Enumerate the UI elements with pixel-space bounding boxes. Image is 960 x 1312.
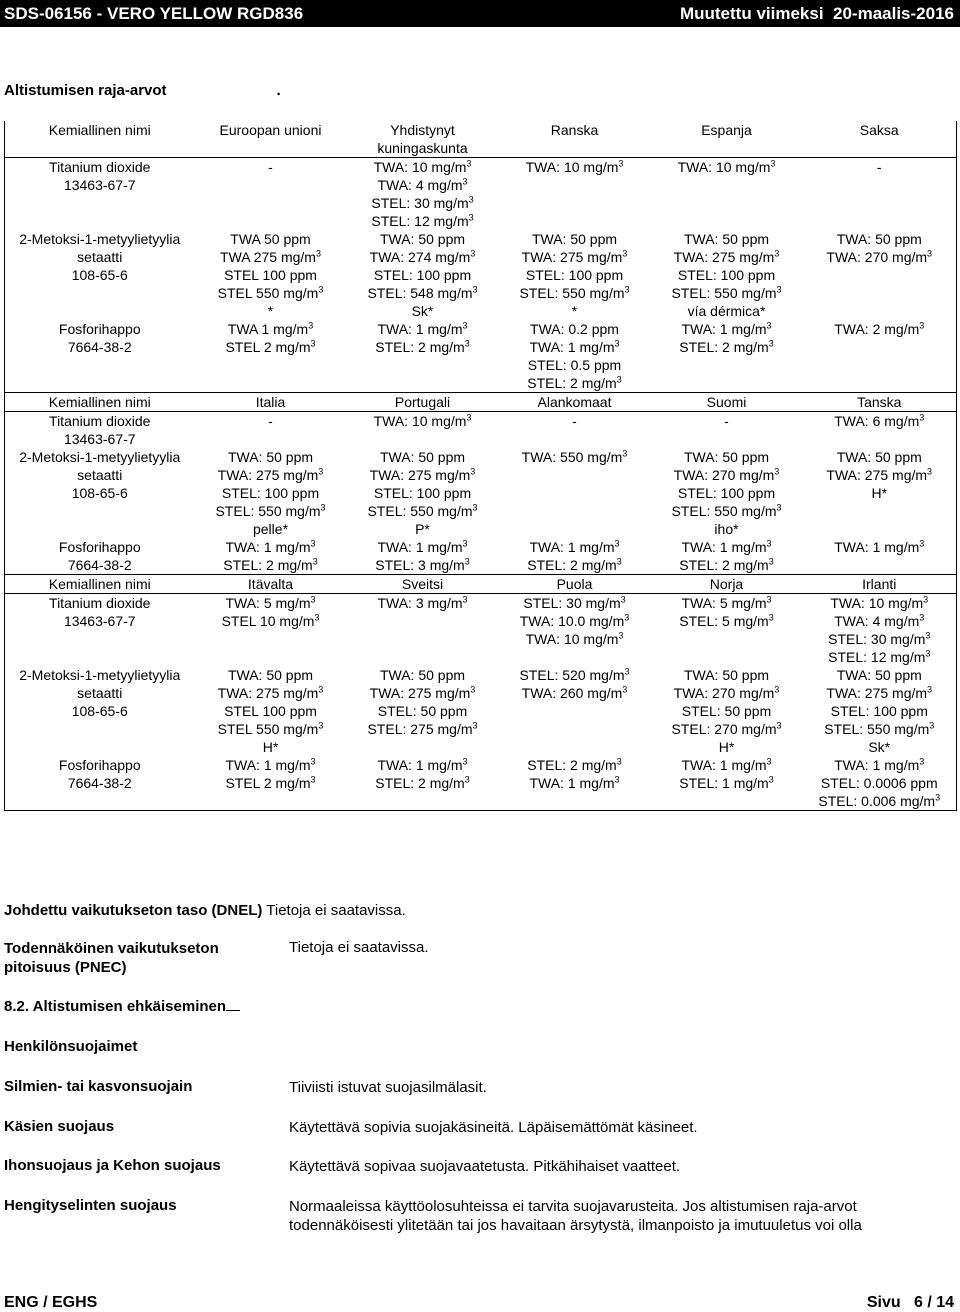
column-header-country: Euroopan unioni [195,121,347,158]
cell-line: setaatti [77,467,123,483]
cell-line: P* [415,521,430,537]
column-header-country: Suomi [651,393,803,412]
cell-line: TWA: 274 $mg/m^3$ [369,248,476,265]
cell-line: 13463-67-7 [63,177,136,193]
column-header-country [347,121,499,158]
cell-line: * [267,303,274,319]
cell-line: 108-65-6 [71,703,128,719]
cell-line: TWA: 10 $mg/m^3$ [373,412,472,429]
limit-value-cell [499,158,651,231]
cell-line: TWA: 2 $mg/m^3$ [834,320,925,337]
table-row [5,756,957,811]
limit-value-cell [195,320,347,393]
table-header-row [5,575,957,594]
cell-line: STEL: 100 ppm [373,267,472,283]
dnel-row [4,902,406,919]
cell-line: STEL: 50 ppm [681,703,772,719]
limit-value-cell [651,666,803,756]
limit-value-cell [347,412,499,449]
cell-line: TWA: 50 ppm [379,449,466,465]
section-8-2-title: 8.2. Altistumisen ehkäiseminen [4,998,240,1015]
cell-line: H* [718,739,735,755]
cell-line: TWA: 1 $mg/m^3$ [681,756,772,773]
column-header-country: Sveitsi [347,575,499,594]
cell-line: TWA: 1 $mg/m^3$ [225,538,316,555]
cell-line: TWA: 275 $mg/m^3$ [521,248,628,265]
limit-value-cell [651,158,803,231]
cell-line: STEL: 50 ppm [377,703,468,719]
eye-protection-value: Tiiviisti istuvat suojasilmälasit. [289,1079,487,1096]
cell-line: STEL 2 $mg/m^3$ [225,338,316,355]
cell-line: STEL: 2 $mg/m^3$ [527,756,622,773]
cell-line: STEL 100 ppm [224,703,317,719]
limit-value-cell [347,756,499,811]
limit-value-cell [195,230,347,320]
cell-line: STEL: 100 ppm [830,703,928,719]
cell-line: 7664-38-2 [67,775,132,791]
cell-line: STEL: 100 ppm [677,267,776,283]
cell-line: - [572,413,577,429]
limit-value-cell [499,666,651,756]
cell-line: TWA: 10 $mg/m^3$ [677,158,776,175]
cell-line: TWA: 1 $mg/m^3$ [834,756,925,773]
cell-line: STEL: 30 $mg/m^3$ [828,630,931,647]
footer-format: ENG / EGHS [4,1294,98,1311]
column-header-country: Espanja [651,121,803,158]
limit-value-cell [195,538,347,575]
cell-line: STEL 550 $mg/m^3$ [217,284,324,301]
revision-label: Muutettu viimeksi [679,4,824,23]
document-footer [0,1294,960,1310]
limit-value-cell [499,230,651,320]
cell-line: STEL: 2 $mg/m^3$ [527,556,622,573]
cell-line: Titanium dioxide [49,159,151,175]
respiratory-protection-value: Normaaleissa käyttöolosuhteissa ei tarvita suojavarusteita. Jos altistumisen raja-arvot todennäköisesti ylitetään tai jos havaitaan ärsytystä, ilmanpoisto ja imutuuletus voi olla [289,1198,862,1234]
column-header-country: Alankomaat [499,393,651,412]
cell-line: pelle* [252,521,289,537]
title-underline [226,998,240,1011]
cell-line: TWA: 10 $mg/m^3$ [525,158,624,175]
chemical-name-cell [5,538,195,575]
cell-line: vía dérmica* [687,303,766,319]
document-header [0,0,960,27]
limit-value-cell [803,230,957,320]
cell-line: STEL: 1 $mg/m^3$ [679,774,774,791]
cell-line: TWA: 50 ppm [683,231,770,247]
cell-line: Titanium dioxide [49,595,151,611]
cell-line: 2-Metoksi-1-metyylietyylia [19,667,181,683]
table-row [5,320,957,393]
cell-line: TWA: 260 $mg/m^3$ [521,684,628,701]
column-header-chemical-name: Kemiallinen nimi [5,393,195,412]
cell-line: Yhdistynyt [390,122,455,138]
cell-line: TWA: 0.2 ppm [530,321,619,337]
cell-line: TWA: 5 $mg/m^3$ [681,594,772,611]
cell-line: TWA: 1 $mg/m^3$ [834,538,925,555]
cell-line: Sk* [868,739,891,755]
cell-line: TWA: 1 $mg/m^3$ [681,538,772,555]
cell-line: TWA: 270 $mg/m^3$ [673,684,780,701]
cell-line: STEL 2 $mg/m^3$ [225,774,316,791]
cell-line: 13463-67-7 [63,613,136,629]
cell-line: STEL: 100 ppm [677,485,776,501]
cell-line: STEL: 30 $mg/m^3$ [371,194,474,211]
revision-info [680,0,954,27]
cell-line: TWA: 50 ppm [227,449,314,465]
exposure-limits-title: Altistumisen raja-arvot . [4,82,281,99]
cell-line: TWA: 1 $mg/m^3$ [377,538,468,555]
cell-line: STEL: 3 $mg/m^3$ [375,556,470,573]
cell-line: setaatti [77,249,123,265]
column-header-country: Puola [499,575,651,594]
table-row [5,158,957,231]
cell-line: TWA: 275 $mg/m^3$ [826,466,933,483]
exposure-limits-table [4,121,957,811]
table-row [5,538,957,575]
pnec-label: Todennäköinen vaikutukseton pitoisuus (PNEC) [4,940,219,976]
cell-line: TWA: 275 $mg/m^3$ [217,684,324,701]
limit-value-cell [347,666,499,756]
cell-line: TWA: 550 $mg/m^3$ [521,448,628,465]
limit-value-cell [195,594,347,667]
limit-value-cell [651,448,803,538]
cell-line: TWA: 1 $mg/m^3$ [377,320,468,337]
cell-line: TWA: 10 $mg/m^3$ [525,630,624,647]
cell-line: 7664-38-2 [67,339,132,355]
page-label: Sivu [866,1294,901,1311]
cell-line: TWA: 10.0 $mg/m^3$ [519,612,630,629]
cell-line: TWA: 50 ppm [683,667,770,683]
table-header-row [5,121,957,158]
cell-line: STEL: 100 ppm [221,485,320,501]
cell-line: iho* [714,521,739,537]
limit-value-cell [803,594,957,667]
hand-protection-label: Käsien suojaus [4,1118,115,1135]
limit-value-cell [803,412,957,449]
ppe-title: Henkilönsuojaimet [4,1038,138,1055]
chemical-name-cell [5,158,195,231]
cell-line: STEL: 2 $mg/m^3$ [375,338,470,355]
cell-line: 7664-38-2 [67,557,132,573]
limit-value-cell [499,412,651,449]
dnel-value: Tietoja ei saatavissa. [266,902,406,919]
skin-protection-label: Ihonsuojaus ja Kehon suojaus [4,1157,221,1174]
cell-line: kuningaskunta [377,140,468,156]
cell-line: STEL: 550 $mg/m^3$ [367,502,478,519]
cell-line: - [876,159,882,175]
cell-line: TWA: 4 $mg/m^3$ [377,176,468,193]
cell-line: Sk* [411,303,434,319]
cell-line: STEL: 100 ppm [373,485,472,501]
limit-value-cell [651,230,803,320]
cell-line: STEL: 12 $mg/m^3$ [828,648,931,665]
cell-line: STEL: 550 $mg/m^3$ [671,284,782,301]
cell-line: TWA 1 $mg/m^3$ [227,320,314,337]
limit-value-cell [195,666,347,756]
respiratory-protection-label: Hengityselinten suojaus [4,1197,177,1214]
column-header-country: Saksa [803,121,957,158]
limit-value-cell [347,320,499,393]
cell-line: STEL 10 $mg/m^3$ [221,612,320,629]
cell-line: TWA: 50 ppm [531,231,618,247]
cell-line: TWA: 1 $mg/m^3$ [529,538,620,555]
table-row [5,412,957,449]
cell-line: STEL: 2 $mg/m^3$ [223,556,318,573]
cell-line: - [268,159,273,175]
column-header-country: Portugali [347,393,499,412]
cell-line: TWA: 6 $mg/m^3$ [834,412,925,429]
cell-line: STEL: 550 $mg/m^3$ [824,720,935,737]
limit-value-cell [347,448,499,538]
cell-line: STEL: 270 $mg/m^3$ [671,720,782,737]
cell-line: STEL: 550 $mg/m^3$ [215,502,326,519]
limit-value-cell [195,756,347,811]
cell-line: 2-Metoksi-1-metyylietyylia [19,449,181,465]
cell-line: TWA: 1 $mg/m^3$ [225,756,316,773]
limit-value-cell [651,594,803,667]
cell-line: TWA: 275 $mg/m^3$ [217,466,324,483]
eye-protection-label: Silmien- tai kasvonsuojain [4,1078,193,1095]
limit-value-cell [347,538,499,575]
cell-line: Titanium dioxide [49,413,151,429]
cell-line: TWA: 275 $mg/m^3$ [369,684,476,701]
cell-line: TWA: 3 $mg/m^3$ [377,594,468,611]
cell-line: TWA: 50 ppm [836,231,922,247]
limit-value-cell [803,320,957,393]
limit-value-cell [195,158,347,231]
cell-line: 13463-67-7 [63,431,136,447]
cell-line: setaatti [77,685,123,701]
cell-line: Fosforihappo [58,321,141,337]
limit-value-cell [803,756,957,811]
column-header-country: Itävalta [195,575,347,594]
cell-line: TWA: 1 $mg/m^3$ [529,774,620,791]
cell-line: 2-Metoksi-1-metyylietyylia [19,231,181,247]
cell-line: H* [262,739,279,755]
chemical-name-cell [5,594,195,667]
limit-value-cell [651,412,803,449]
cell-line: - [724,413,729,429]
cell-line: TWA: 10 $mg/m^3$ [373,158,472,175]
limit-value-cell [499,320,651,393]
cell-line: STEL: 2 $mg/m^3$ [527,374,622,391]
cell-line: 108-65-6 [71,485,128,501]
pnec-value: Tietoja ei saatavissa. [289,939,429,956]
cell-line: STEL: 275 $mg/m^3$ [367,720,478,737]
column-header-country: Tanska [803,393,957,412]
document-id: SDS-06156 - VERO YELLOW RGD836 [4,4,304,23]
limit-value-cell [195,448,347,538]
limit-value-cell [347,158,499,231]
cell-line: TWA 275 $mg/m^3$ [220,248,321,265]
cell-line: STEL: 548 $mg/m^3$ [367,284,478,301]
cell-line: TWA: 1 $mg/m^3$ [377,756,468,773]
cell-line: 108-65-6 [71,267,128,283]
cell-line: Fosforihappo [58,539,141,555]
column-header-chemical-name: Kemiallinen nimi [5,121,195,158]
table-row [5,230,957,320]
cell-line: TWA: 5 $mg/m^3$ [225,594,316,611]
cell-line: Fosforihappo [58,757,141,773]
column-header-chemical-name: Kemiallinen nimi [5,575,195,594]
limit-value-cell [499,594,651,667]
cell-line: TWA: 270 $mg/m^3$ [673,466,780,483]
chemical-name-cell [5,230,195,320]
table-row [5,448,957,538]
cell-line: TWA: 1 $mg/m^3$ [529,338,620,355]
limit-value-cell [803,538,957,575]
cell-line: TWA: 275 $mg/m^3$ [673,248,780,265]
cell-line: STEL: 2 $mg/m^3$ [679,338,774,355]
limit-value-cell [651,320,803,393]
column-header-country: Irlanti [803,575,957,594]
cell-line: H* [871,485,888,501]
chemical-name-cell [5,320,195,393]
cell-line: - [268,413,273,429]
cell-line: * [571,303,578,319]
cell-line: STEL: 520 $mg/m^3$ [519,666,630,683]
cell-line: STEL: 0.006 $mg/m^3$ [818,792,941,809]
cell-line: TWA: 50 ppm [227,667,314,683]
chemical-name-cell [5,448,195,538]
limit-value-cell [347,594,499,667]
limit-value-cell [803,448,957,538]
chemical-name-cell [5,412,195,449]
column-header-country: Ranska [499,121,651,158]
table-header-row [5,393,957,412]
hand-protection-value: Käytettävä sopivia suojakäsineitä. Läpäisemättömät käsineet. [289,1119,698,1136]
cell-line: TWA: 275 $mg/m^3$ [826,684,933,701]
cell-line: STEL 100 ppm [224,267,317,283]
cell-line: TWA: 50 ppm [836,667,922,683]
cell-line: STEL: 12 $mg/m^3$ [371,212,474,229]
cell-line: TWA: 10 $mg/m^3$ [830,594,929,611]
cell-line: STEL: 2 $mg/m^3$ [679,556,774,573]
column-header-country: Norja [651,575,803,594]
cell-line: TWA: 275 $mg/m^3$ [369,466,476,483]
cell-line: TWA: 270 $mg/m^3$ [826,248,933,265]
table-row [5,666,957,756]
cell-line: STEL: 2 $mg/m^3$ [375,774,470,791]
limit-value-cell [651,756,803,811]
cell-line: TWA: 4 $mg/m^3$ [834,612,925,629]
chemical-name-cell [5,756,195,811]
cell-line: STEL: 0.5 ppm [527,357,622,373]
cell-line: STEL: 5 $mg/m^3$ [679,612,774,629]
limit-value-cell [347,230,499,320]
limit-value-cell [803,666,957,756]
limit-value-cell [499,538,651,575]
cell-line: TWA: 50 ppm [683,449,770,465]
cell-line: STEL: 550 $mg/m^3$ [519,284,630,301]
cell-line: TWA: 50 ppm [379,667,466,683]
dnel-label: Johdettu vaikutukseton taso (DNEL) [4,902,263,919]
cell-line: STEL: 100 ppm [525,267,624,283]
cell-line: STEL: 30 $mg/m^3$ [523,594,626,611]
chemical-name-cell [5,666,195,756]
limit-value-cell [803,158,957,231]
limit-value-cell [499,448,651,538]
cell-line: TWA: 50 ppm [836,449,922,465]
cell-line: TWA: 1 $mg/m^3$ [681,320,772,337]
column-header-country: Italia [195,393,347,412]
cell-line: TWA: 50 ppm [379,231,466,247]
limit-value-cell [195,412,347,449]
skin-protection-value: Käytettävä sopivaa suojavaatetusta. Pitkähihaiset vaatteet. [289,1158,681,1175]
cell-line: STEL: 550 $mg/m^3$ [671,502,782,519]
page-number: 6 / 14 [913,1294,954,1311]
table-row [5,594,957,667]
cell-line: STEL 550 $mg/m^3$ [217,720,324,737]
limit-value-cell [499,756,651,811]
cell-line: TWA 50 ppm [230,231,311,247]
cell-line: STEL: 0.0006 ppm [820,775,938,791]
revision-date: 20-maalis-2016 [833,4,954,23]
page-indicator [867,1294,954,1312]
limit-value-cell [651,538,803,575]
